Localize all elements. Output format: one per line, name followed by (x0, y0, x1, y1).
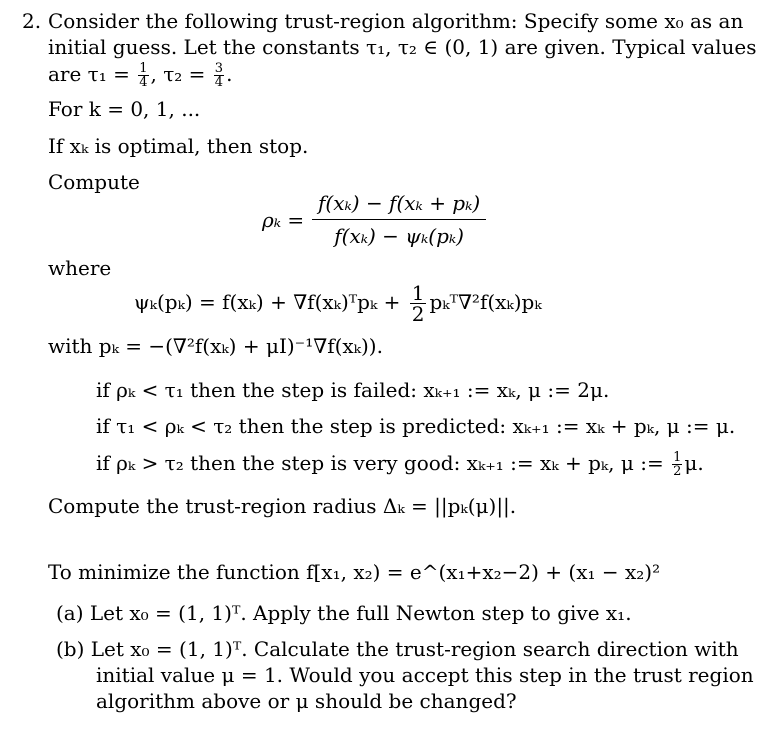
where-label: where (48, 256, 112, 280)
tau1-denominator: 4 (139, 75, 148, 90)
tau2-numerator: 3 (214, 61, 224, 76)
rho-denominator: f(xₖ) − ψₖ(pₖ) (334, 224, 464, 248)
rho-lhs: ρₖ = (262, 208, 305, 232)
part-b-line-3: algorithm above or μ should be changed? (96, 689, 517, 713)
case-failed: if ρₖ < τ₁ then the step is failed: xₖ₊₁ := xₖ, μ := 2μ. (96, 378, 610, 402)
case3-denominator: 2 (673, 464, 682, 479)
psi-half-fraction (410, 283, 427, 324)
if-optimal-line: If xₖ is optimal, then stop. (48, 134, 309, 158)
psi-half-denominator: 2 (411, 302, 425, 326)
radius-line: Compute the trust-region radius Δₖ = ||pₖ(μ)||. (48, 494, 517, 518)
psi-lhs: ψₖ(pₖ) = f(xₖ) + ∇f(xₖ)ᵀpₖ + (134, 290, 407, 314)
part-b-line-2: initial value μ = 1. Would you accept this step in the trust region (96, 663, 754, 687)
case3-prefix: if ρₖ > τ₂ then the step is very good: xₖ₊₁ := xₖ + pₖ, μ := (96, 451, 671, 475)
part-a: (a) Let x₀ = (1, 1)ᵀ. Apply the full Newton step to give x₁. (56, 601, 632, 625)
compute-label: Compute (48, 170, 140, 194)
case3-suffix: μ. (684, 451, 704, 475)
intro-line-3-prefix: are τ₁ = (48, 62, 137, 86)
case-predicted: if τ₁ < ρₖ < τ₂ then the step is predicted: xₖ₊₁ := xₖ + pₖ, μ := μ. (96, 414, 736, 438)
intro-line-3 (48, 62, 232, 89)
rho-fraction (312, 190, 486, 249)
psi-half-numerator: 1 (411, 281, 425, 305)
minimize-line: To minimize the function f[x₁, x₂) = e^(x₁+x₂−2) + (x₁ − x₂)² (48, 560, 661, 584)
tau1-fraction (138, 62, 148, 89)
problem-number: 2. (22, 9, 42, 33)
for-loop-line: For k = 0, 1, ... (48, 97, 201, 121)
tau1-numerator: 1 (139, 61, 148, 76)
intro-line-2: initial guess. Let the constants τ₁, τ₂ ∈ (0, 1) are given. Typical values (48, 35, 757, 59)
tau2-fraction (214, 62, 224, 89)
rho-numerator: f(xₖ) − f(xₖ + pₖ) (312, 190, 486, 220)
intro-line-1: Consider the following trust-region algorithm: Specify some x₀ as an (48, 9, 744, 33)
part-b-line-1: (b) Let x₀ = (1, 1)ᵀ. Calculate the trust-region search direction with (56, 637, 739, 661)
psi-equation (134, 282, 542, 324)
case3-numerator: 1 (673, 450, 682, 465)
intro-line-3-suffix: . (226, 62, 233, 86)
intro-line-3-mid: , τ₂ = (150, 62, 212, 86)
psi-rhs: pₖᵀ∇²f(xₖ)pₖ (429, 290, 542, 314)
case-very-good (96, 448, 704, 478)
tau2-denominator: 4 (214, 75, 224, 90)
case3-half-fraction (672, 451, 682, 478)
with-line: with pₖ = −(∇²f(xₖ) + μI)⁻¹∇f(xₖ)). (48, 334, 383, 358)
